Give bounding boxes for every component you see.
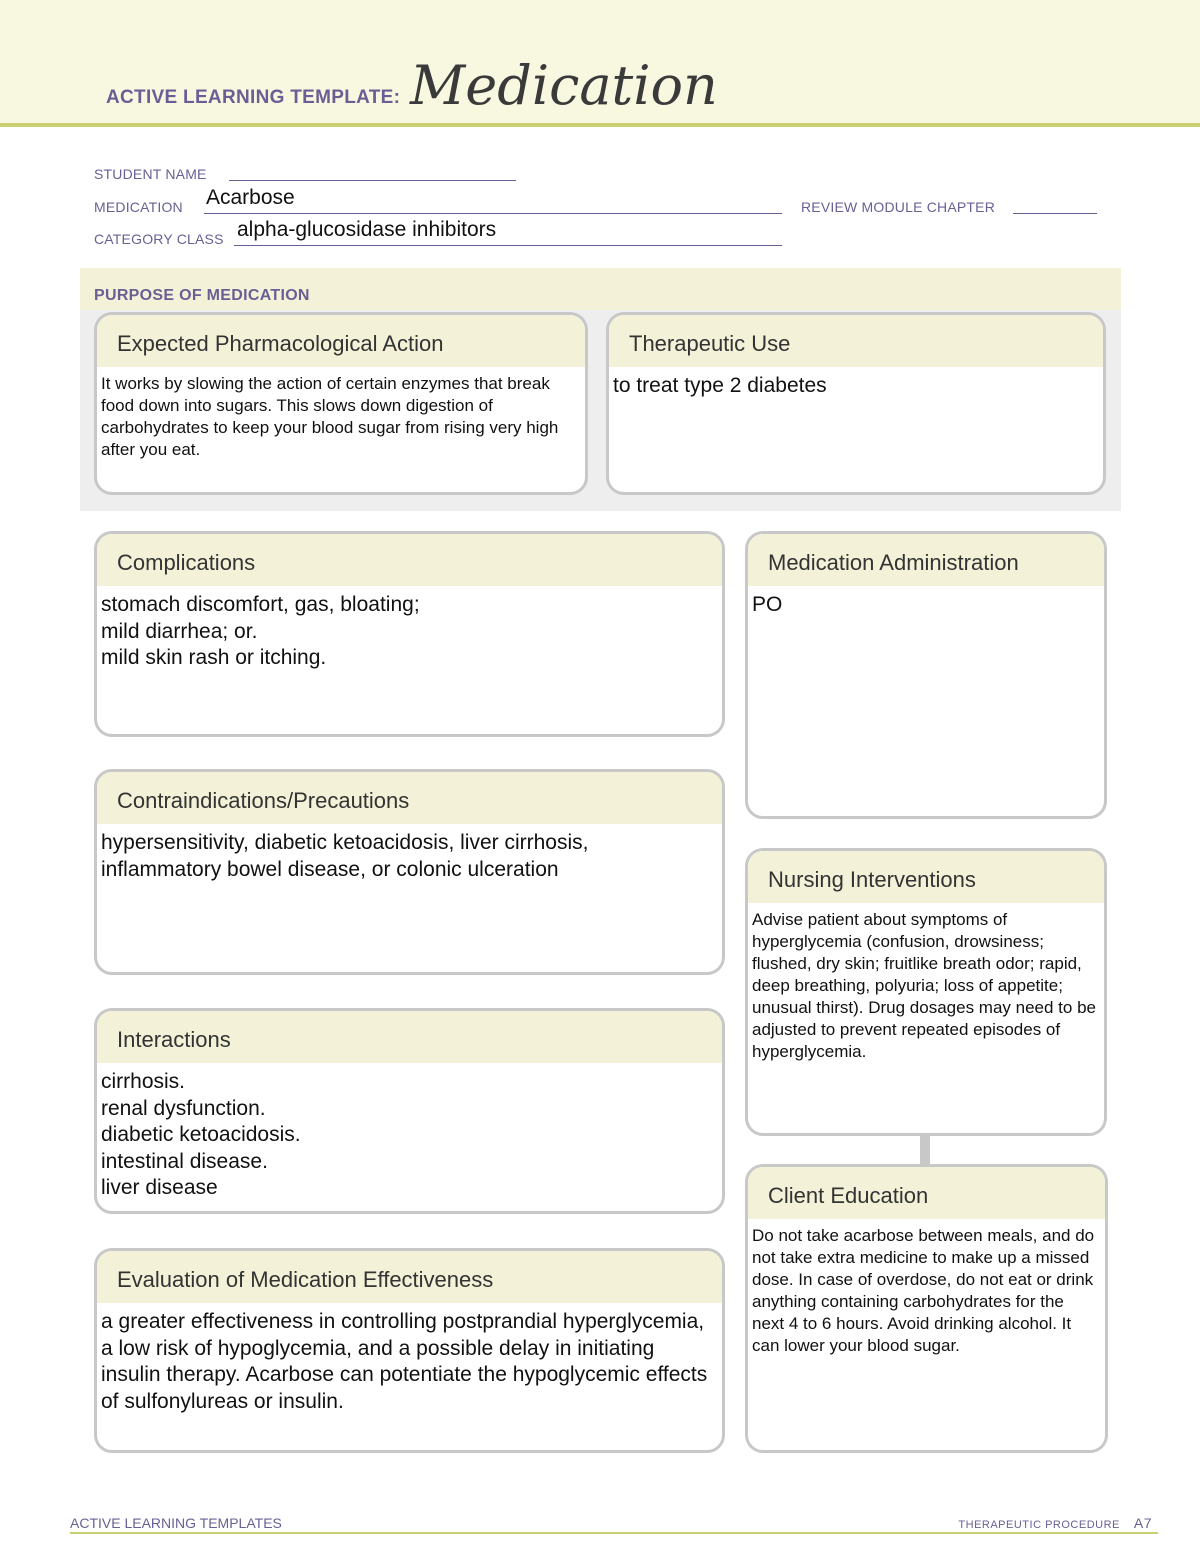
page-title: Medication (410, 54, 718, 117)
medication-field[interactable]: Acarbose (206, 186, 295, 209)
client-education-box (745, 1164, 1108, 1453)
client-education-text[interactable]: Do not take acarbose between meals, and do not take extra medicine to make up a missed dose. In case of overdose, do not eat or drink anything containing carbohydrates for the next 4 to 6 hours. Avoid drinking alcohol. It can lower your blood sugar. (752, 1226, 1095, 1355)
expected-action-text[interactable]: It works by slowing the action of certain enzymes that break food down into sugars. This slows down digestion of carbohydrates to keep your blood sugar from rising very high after you eat. (101, 374, 559, 459)
evaluation-text[interactable]: a greater effectiveness in controlling postprandial hyperglycemia, a low risk of hypoglycemia, and a possible delay in initiating insulin therapy. Acarbose can potentiate the hypoglycemic effects of sulfonylureas or insulin. (101, 1310, 708, 1413)
interactions-box (94, 1008, 725, 1214)
student-name-line (229, 180, 516, 181)
category-class-field[interactable]: alpha-glucosidase inhibitors (237, 218, 497, 241)
box-connector (920, 1134, 930, 1164)
footer-right-label: THERAPEUTIC PROCEDURE (958, 1519, 1120, 1531)
therapeutic-use-title: Therapeutic Use (609, 315, 1103, 367)
expected-action-box (94, 312, 588, 495)
evaluation-title: Evaluation of Medication Effectiveness (97, 1251, 722, 1303)
nursing-interventions-text[interactable]: Advise patient about symptoms of hyperglycemia (confusion, drowsiness; flushed, dry skin; fruitlike breath odor; rapid, deep breathing, polyuria; loss of appetite; unusual thirst). Drug dosages may need to be adjusted to prevent repeated episodes of hyperglycemia. (752, 910, 1096, 1061)
therapeutic-use-box (606, 312, 1106, 495)
template-label: ACTIVE LEARNING TEMPLATE: (106, 87, 401, 108)
header-divider (0, 123, 1200, 127)
category-class-line (234, 245, 782, 246)
expected-action-title: Expected Pharmacological Action (97, 315, 585, 367)
purpose-label: PURPOSE OF MEDICATION (94, 287, 310, 304)
footer-left-label: ACTIVE LEARNING TEMPLATES (70, 1515, 282, 1531)
nursing-interventions-box (745, 848, 1107, 1136)
footer-right (958, 1515, 1152, 1531)
administration-title: Medication Administration (748, 534, 1104, 586)
complications-title: Complications (97, 534, 722, 586)
review-module-line (1013, 213, 1097, 214)
review-module-label: REVIEW MODULE CHAPTER (801, 199, 995, 215)
footer-divider (70, 1532, 1158, 1534)
administration-text[interactable]: PO (752, 593, 783, 616)
evaluation-box (94, 1248, 725, 1453)
page-number: A7 (1133, 1515, 1152, 1531)
contraindications-box (94, 769, 725, 975)
therapeutic-use-text[interactable]: to treat type 2 diabetes (613, 374, 827, 397)
student-name-label: STUDENT NAME (94, 166, 207, 182)
interactions-title: Interactions (97, 1011, 722, 1063)
interactions-text[interactable]: cirrhosis. renal dysfunction. diabetic ketoacidosis. intestinal disease. liver disease (101, 1070, 301, 1199)
complications-box (94, 531, 725, 737)
administration-box (745, 531, 1107, 819)
medication-label: MEDICATION (94, 199, 183, 215)
complications-text[interactable]: stomach discomfort, gas, bloating; mild diarrhea; or. mild skin rash or itching. (101, 593, 420, 669)
nursing-interventions-title: Nursing Interventions (748, 851, 1104, 903)
medication-line (204, 213, 782, 214)
category-class-label: CATEGORY CLASS (94, 231, 224, 247)
contraindications-title: Contraindications/Precautions (97, 772, 722, 824)
client-education-title: Client Education (748, 1167, 1105, 1219)
contraindications-text[interactable]: hypersensitivity, diabetic ketoacidosis, liver cirrhosis, inflammatory bowel disease, or colonic ulceration (101, 831, 589, 881)
